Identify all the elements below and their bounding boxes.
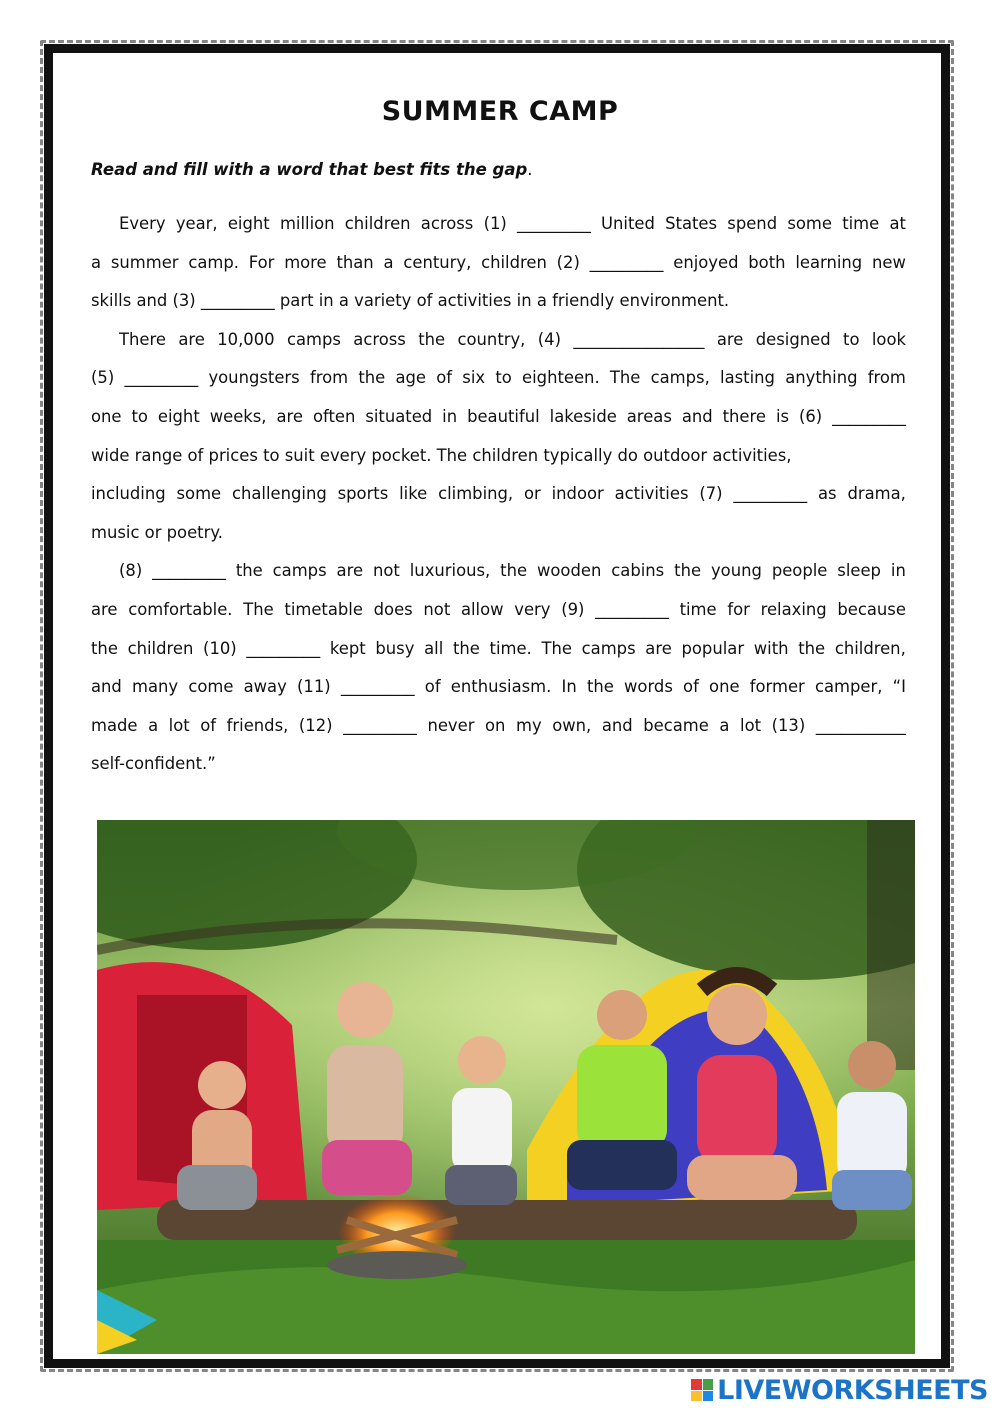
word: (4): [537, 329, 561, 349]
text-line-11: [91, 591, 906, 630]
word: for: [727, 599, 750, 619]
word: _________: [124, 368, 199, 388]
text-line-4: [91, 321, 906, 360]
word: _________: [595, 599, 669, 619]
word: eight: [227, 214, 270, 233]
text-line-10: [91, 552, 906, 591]
text-line-6: [91, 398, 906, 437]
word: all: [424, 638, 444, 658]
word: (6): [798, 406, 823, 426]
word: more: [284, 252, 327, 272]
text-line-13: [91, 668, 906, 707]
word: (2): [556, 252, 580, 272]
word: million: [279, 214, 335, 233]
word: anything: [785, 368, 858, 388]
text-line-1: [91, 205, 906, 244]
word: one: [91, 406, 122, 426]
text-line-2: [91, 244, 906, 283]
word: camps,: [650, 368, 710, 388]
word: to: [843, 329, 860, 349]
word: because: [837, 599, 906, 619]
camp-photo-illustration: [97, 820, 915, 1354]
word: a: [148, 715, 159, 735]
word: “I: [892, 677, 906, 697]
word: is: [775, 406, 790, 426]
word: climbing,: [438, 484, 514, 504]
word: new: [872, 252, 906, 272]
word: cabins: [611, 561, 665, 581]
word: very: [514, 599, 551, 619]
word: not: [372, 561, 400, 581]
word: sports: [337, 484, 389, 504]
word: beautiful: [467, 406, 540, 426]
word: children: [481, 252, 547, 272]
word: children: [127, 638, 194, 658]
word: six: [462, 368, 486, 388]
word: than: [336, 252, 374, 272]
brand-name: LIVEWORKSHEETS: [717, 1374, 988, 1406]
word: busy: [375, 638, 415, 658]
word: sleep: [837, 561, 881, 581]
word: own,: [552, 715, 592, 735]
word: _________: [733, 484, 808, 504]
word: (13): [771, 715, 806, 735]
word: the: [674, 561, 702, 581]
word: a: [91, 252, 102, 272]
word: the: [418, 329, 446, 349]
word: enjoyed: [673, 252, 739, 272]
word: (11): [297, 677, 331, 697]
word: children,: [834, 638, 906, 658]
word: people: [771, 561, 828, 581]
word: United: [601, 214, 655, 233]
liveworksheets-logo-icon: [691, 1379, 713, 1401]
word: and: [91, 677, 122, 697]
word: like: [399, 484, 428, 504]
word: camps: [286, 329, 341, 349]
word: the: [91, 638, 118, 658]
text-line-15: self-confident.”: [91, 754, 216, 774]
word: my: [515, 715, 542, 735]
word: camps: [581, 638, 636, 658]
word: as: [818, 484, 837, 504]
logo-square-1: [691, 1379, 702, 1390]
word: youngsters: [208, 368, 300, 388]
word: words: [624, 677, 673, 697]
word: lakeside: [549, 406, 617, 426]
word: _________: [832, 406, 906, 426]
instructions-text: Read and fill with a word that best fits the gap: [91, 160, 528, 179]
word: camp.: [188, 252, 239, 272]
word: camps: [272, 561, 327, 581]
word: the: [586, 677, 614, 697]
word: century,: [403, 252, 472, 272]
word: (9): [561, 599, 585, 619]
word: kept: [329, 638, 366, 658]
word: Every: [119, 214, 166, 233]
word: to: [131, 406, 148, 426]
word: the: [500, 561, 528, 581]
word: from: [867, 368, 906, 388]
word: The: [609, 368, 641, 388]
word: For: [248, 252, 275, 272]
word: and: [681, 406, 713, 426]
word: lot: [168, 715, 190, 735]
word: never: [427, 715, 475, 735]
word: of: [200, 715, 217, 735]
word: 10,000: [217, 329, 275, 349]
word: the: [452, 638, 480, 658]
word: comfortable.: [128, 599, 233, 619]
word: of: [424, 677, 441, 697]
word: a: [383, 252, 394, 272]
word: or: [523, 484, 541, 504]
word: are: [336, 561, 364, 581]
word: (10): [203, 638, 237, 658]
word: a: [719, 715, 730, 735]
word: former: [749, 677, 805, 697]
word: are: [91, 599, 118, 619]
word: in: [890, 561, 906, 581]
word: country,: [457, 329, 526, 349]
word: activities: [614, 484, 689, 504]
word: (5): [91, 368, 115, 388]
logo-square-4: [703, 1391, 714, 1402]
word: time: [842, 214, 880, 233]
word: across: [353, 329, 406, 349]
text-line-12: [91, 630, 906, 669]
word: challenging: [231, 484, 327, 504]
word: camper,: [814, 677, 883, 697]
text-line-14: [91, 707, 906, 746]
word: became: [643, 715, 709, 735]
word: many: [132, 677, 179, 697]
page-title: SUMMER CAMP: [381, 96, 619, 127]
word: look: [871, 329, 906, 349]
word: eight: [157, 406, 200, 426]
text-line-9: music or poetry.: [91, 522, 223, 542]
word: across: [420, 214, 474, 233]
word: (8): [119, 561, 143, 581]
word: wooden: [537, 561, 602, 581]
word: friends,: [226, 715, 289, 735]
word: are: [716, 329, 744, 349]
word: summer: [110, 252, 179, 272]
instructions: [91, 160, 533, 179]
word: designed: [755, 329, 831, 349]
logo-square-2: [703, 1379, 714, 1390]
word: from: [309, 368, 349, 388]
word: the: [235, 561, 263, 581]
word: with: [753, 638, 789, 658]
word: time.: [489, 638, 532, 658]
word: _________: [589, 252, 664, 272]
word: at: [889, 214, 906, 233]
word: There: [119, 329, 166, 349]
word: (7): [699, 484, 723, 504]
word: does: [373, 599, 413, 619]
word: (12): [298, 715, 333, 735]
word: the: [798, 638, 826, 658]
word: eighteen.: [522, 368, 600, 388]
word: situated: [365, 406, 433, 426]
word: spend: [727, 214, 778, 233]
word: are: [178, 329, 205, 349]
camp-photo: [97, 820, 915, 1354]
word: relaxing: [760, 599, 827, 619]
word: (1): [483, 214, 507, 233]
word: children: [344, 214, 411, 233]
word: popular: [681, 638, 745, 658]
word: The: [541, 638, 572, 658]
word: _________: [343, 715, 417, 735]
word: age: [395, 368, 427, 388]
word: including: [91, 484, 166, 504]
word: lot: [740, 715, 762, 735]
instructions-period: .: [527, 160, 533, 179]
word: allow: [460, 599, 504, 619]
word: luxurious,: [409, 561, 491, 581]
word: the: [358, 368, 386, 388]
word: there: [722, 406, 766, 426]
word: enthusiasm.: [450, 677, 552, 697]
word: weeks,: [209, 406, 267, 426]
word: _________: [340, 677, 415, 697]
word: In: [561, 677, 577, 697]
word: _________: [246, 638, 321, 658]
word: _________: [152, 561, 226, 581]
cloze-text: [91, 205, 906, 784]
word: often: [312, 406, 356, 426]
word: of: [683, 677, 699, 697]
word: in: [442, 406, 458, 426]
word: _________: [517, 214, 591, 233]
word: time: [679, 599, 717, 619]
word: States: [665, 214, 718, 233]
word: not: [423, 599, 451, 619]
word: of: [436, 368, 453, 388]
word: away: [243, 677, 287, 697]
word: areas: [626, 406, 672, 426]
text-line-3: skills and (3) _________ part in a variety of activities in a friendly environment.: [91, 291, 730, 311]
footer-logo[interactable]: [691, 1374, 988, 1406]
word: are: [645, 638, 672, 658]
word: come: [188, 677, 234, 697]
text-line-8: [91, 475, 906, 514]
word: ___________: [815, 715, 906, 735]
word: made: [91, 715, 138, 735]
word: both: [748, 252, 786, 272]
word: to: [495, 368, 512, 388]
word: year,: [175, 214, 218, 233]
word: young: [710, 561, 762, 581]
word: The: [243, 599, 274, 619]
text-line-7: wide range of prices to suit every pocket. The children typically do outdoor activities,: [91, 445, 792, 465]
word: are: [276, 406, 303, 426]
word: timetable: [284, 599, 363, 619]
logo-square-3: [691, 1391, 702, 1402]
word: and: [601, 715, 633, 735]
word: ________________: [573, 329, 705, 349]
word: indoor: [551, 484, 604, 504]
word: one: [709, 677, 740, 697]
word: lasting: [720, 368, 775, 388]
word: some: [176, 484, 222, 504]
word: drama,: [847, 484, 906, 504]
word: on: [485, 715, 506, 735]
text-line-5: [91, 359, 906, 398]
word: some: [787, 214, 832, 233]
word: learning: [795, 252, 863, 272]
